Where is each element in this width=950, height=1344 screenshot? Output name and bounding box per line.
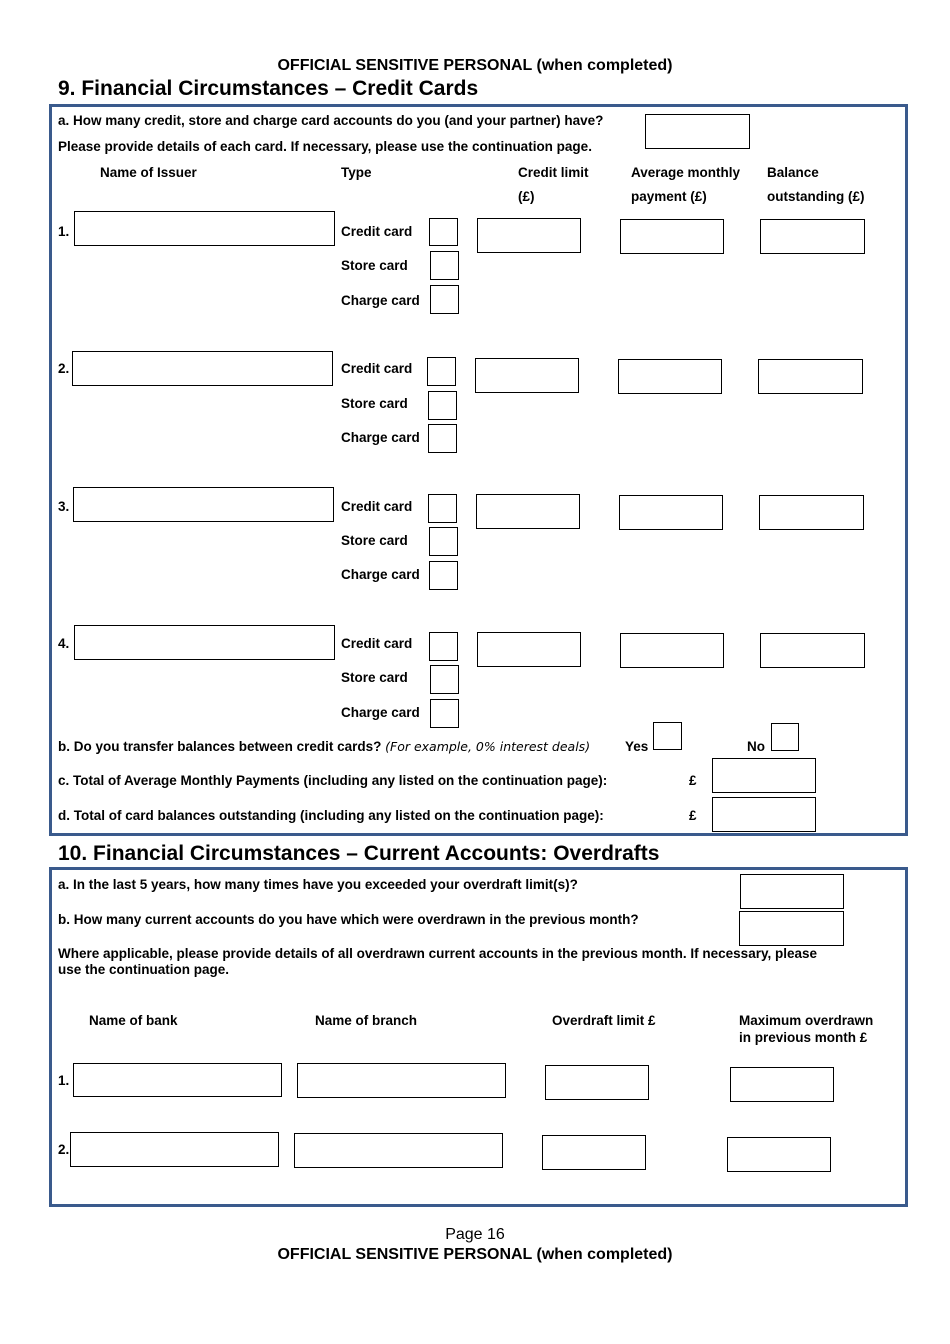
type-charge-label: Charge card bbox=[341, 430, 420, 445]
issuer-input[interactable] bbox=[72, 351, 333, 386]
max-overdrawn-input[interactable] bbox=[727, 1137, 831, 1172]
type-charge-label: Charge card bbox=[341, 567, 420, 582]
type-store-label: Store card bbox=[341, 258, 408, 273]
avg-payment-input[interactable] bbox=[618, 359, 722, 394]
type-store-checkbox[interactable] bbox=[430, 251, 459, 280]
col-issuer: Name of Issuer bbox=[100, 165, 197, 180]
balance-input[interactable] bbox=[760, 633, 865, 668]
no-checkbox[interactable] bbox=[771, 723, 799, 751]
balance-input[interactable] bbox=[759, 495, 864, 530]
type-charge-label: Charge card bbox=[341, 293, 420, 308]
type-credit-checkbox[interactable] bbox=[427, 357, 456, 386]
type-credit-checkbox[interactable] bbox=[429, 632, 458, 661]
card-row-number: 1. bbox=[58, 224, 70, 239]
yes-label: Yes bbox=[625, 739, 649, 754]
balance-input[interactable] bbox=[760, 219, 865, 254]
avg-payment-input[interactable] bbox=[620, 219, 724, 254]
col-max-overdrawn: Maximum overdrawn bbox=[739, 1013, 874, 1028]
type-credit-checkbox[interactable] bbox=[428, 494, 457, 523]
q9b-example: (For example, 0% interest deals) bbox=[385, 739, 591, 754]
issuer-input[interactable] bbox=[74, 211, 335, 246]
col-balance-unit: outstanding (£) bbox=[767, 189, 865, 204]
credit-limit-input[interactable] bbox=[476, 494, 580, 529]
bank-name-input[interactable] bbox=[73, 1063, 282, 1097]
avg-payment-input[interactable] bbox=[619, 495, 723, 530]
type-store-checkbox[interactable] bbox=[429, 527, 458, 556]
currency-symbol: £ bbox=[689, 808, 697, 823]
type-credit-label: Credit card bbox=[341, 224, 413, 239]
col-branch: Name of branch bbox=[315, 1013, 418, 1028]
col-overdraft-limit: Overdraft limit £ bbox=[552, 1013, 656, 1028]
type-store-label: Store card bbox=[341, 670, 408, 685]
type-charge-checkbox[interactable] bbox=[428, 424, 457, 453]
type-charge-checkbox[interactable] bbox=[429, 561, 458, 590]
no-label: No bbox=[747, 739, 765, 754]
section-9-title: 9. Financial Circumstances – Credit Cards bbox=[58, 77, 479, 100]
overdraft-limit-input[interactable] bbox=[542, 1135, 646, 1170]
balance-input[interactable] bbox=[758, 359, 863, 394]
max-overdrawn-input[interactable] bbox=[730, 1067, 834, 1102]
col-credit-limit-unit: (£) bbox=[518, 189, 535, 204]
type-credit-label: Credit card bbox=[341, 499, 413, 514]
overdrawn-accounts-count-input[interactable] bbox=[739, 911, 844, 946]
account-row-number: 1. bbox=[58, 1073, 70, 1088]
type-store-checkbox[interactable] bbox=[428, 391, 457, 420]
q9b-label bbox=[58, 739, 590, 754]
card-row-number: 3. bbox=[58, 499, 70, 514]
q10a-label: a. In the last 5 years, how many times have you exceeded your overdraft limit(s)? bbox=[58, 877, 578, 892]
col-type: Type bbox=[341, 165, 372, 180]
classification-footer: OFFICIAL SENSITIVE PERSONAL (when completed) bbox=[277, 1246, 673, 1263]
type-store-label: Store card bbox=[341, 396, 408, 411]
section-10-title: 10. Financial Circumstances – Current Accounts: Overdrafts bbox=[58, 842, 660, 865]
avg-payment-input[interactable] bbox=[620, 633, 724, 668]
total-monthly-payments-input[interactable] bbox=[712, 758, 816, 793]
q10b-label: b. How many current accounts do you have which were overdrawn in the previous month? bbox=[58, 912, 639, 927]
credit-limit-input[interactable] bbox=[477, 632, 581, 667]
classification-header: OFFICIAL SENSITIVE PERSONAL (when completed) bbox=[277, 57, 673, 74]
credit-limit-input[interactable] bbox=[477, 218, 581, 253]
yes-checkbox[interactable] bbox=[653, 722, 682, 750]
col-balance: Balance bbox=[767, 165, 819, 180]
currency-symbol: £ bbox=[689, 773, 697, 788]
bank-name-input[interactable] bbox=[70, 1132, 279, 1167]
col-credit-limit: Credit limit bbox=[518, 165, 589, 180]
branch-name-input[interactable] bbox=[297, 1063, 506, 1098]
q9a-label: a. How many credit, store and charge card accounts do you (and your partner) have? bbox=[58, 113, 604, 128]
overdraft-exceeded-count-input[interactable] bbox=[740, 874, 844, 909]
card-row-number: 4. bbox=[58, 636, 70, 651]
q9-instruction: Please provide details of each card. If necessary, please use the continuation page. bbox=[58, 139, 592, 154]
col-bank: Name of bank bbox=[89, 1013, 178, 1028]
col-avg-payment-unit: payment (£) bbox=[631, 189, 707, 204]
type-charge-label: Charge card bbox=[341, 705, 420, 720]
q9b-text: b. Do you transfer balances between credit cards? bbox=[58, 739, 382, 754]
branch-name-input[interactable] bbox=[294, 1133, 503, 1168]
card-count-input[interactable] bbox=[645, 114, 750, 149]
credit-limit-input[interactable] bbox=[475, 358, 579, 393]
q10-instruction-line-1: Where applicable, please provide details of all overdrawn current accounts in the previous month. If necessary, please bbox=[58, 946, 817, 961]
issuer-input[interactable] bbox=[74, 625, 335, 660]
type-credit-label: Credit card bbox=[341, 636, 413, 651]
type-store-label: Store card bbox=[341, 533, 408, 548]
type-credit-label: Credit card bbox=[341, 361, 413, 376]
col-avg-payment: Average monthly bbox=[631, 165, 741, 180]
col-max-overdrawn-2: in previous month £ bbox=[739, 1030, 868, 1045]
type-store-checkbox[interactable] bbox=[430, 665, 459, 694]
q9d-label: d. Total of card balances outstanding (including any listed on the continuation page): bbox=[58, 808, 604, 823]
total-balances-input[interactable] bbox=[712, 797, 816, 832]
card-row-number: 2. bbox=[58, 361, 70, 376]
type-charge-checkbox[interactable] bbox=[430, 285, 459, 314]
type-charge-checkbox[interactable] bbox=[430, 699, 459, 728]
q9c-label: c. Total of Average Monthly Payments (including any listed on the continuation page): bbox=[58, 773, 608, 788]
overdraft-limit-input[interactable] bbox=[545, 1065, 649, 1100]
q10-instruction-line-2: use the continuation page. bbox=[58, 962, 230, 977]
issuer-input[interactable] bbox=[73, 487, 334, 522]
type-credit-checkbox[interactable] bbox=[429, 218, 458, 246]
account-row-number: 2. bbox=[58, 1142, 70, 1157]
page-number: Page 16 bbox=[445, 1226, 505, 1243]
